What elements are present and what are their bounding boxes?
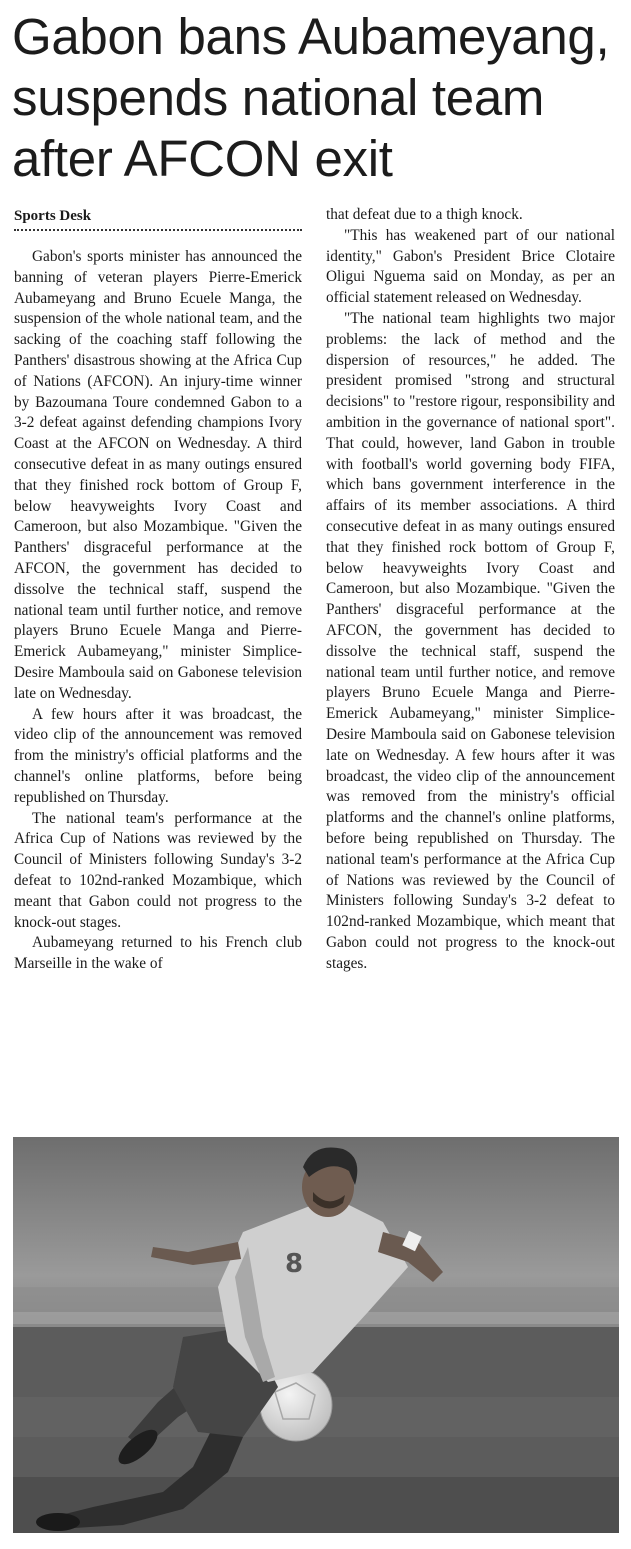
jersey-number: 8 bbox=[285, 1249, 304, 1279]
paragraph: The national team's performance at the Africa Cup of Nations was reviewed by the Council of Ministers following Sunday's 3-2 defeat to 102nd-ranked Mozambique, which meant that Gabon could not progress to the knock-out stages. bbox=[14, 809, 302, 931]
article-column-right bbox=[326, 205, 615, 974]
byline: Sports Desk bbox=[14, 207, 302, 231]
article-column-left bbox=[14, 247, 302, 975]
paragraph-continued: that defeat due to a thigh knock. bbox=[326, 206, 523, 223]
paragraph: A few hours after it was broadcast, the video clip of the announcement was removed from the ministry's official platforms and the channel's online platforms, before being republished on Thursday. bbox=[14, 705, 302, 806]
paragraph: "The national team highlights two major problems: the lack of method and the dispersion of resources," he added. The president promised "strong and structural decisions" to "restore rigour, responsibility and ambition in the governance of national sport". That could, however, land Gabon in trouble with football's world governing body FIFA, which bans government interference in the affairs of its member associations. A third consecutive defeat in as many outings ensured that they finished rock bottom of Group F, below heavyweights Ivory Coast and Cameroon, but also Mozambique. "Given the Panthers' disgraceful performance at the AFCON, the government has decided to dissolve the technical staff, suspend the national team until further notice, and remove players Bruno Ecuele Manga and Pierre-Emerick Aubameyang," minister Simplice-Desire Mamboula said on Gabonese television late on Wednesday. A few hours after it was broadcast, the video clip of the announcement was removed from the ministry's official platforms and the channel's online platforms, before being republished on Thursday. The national team's performance at the Africa Cup of Nations was reviewed by the Council of Ministers following Sunday's 3-2 defeat to 102nd-ranked Mozambique, which meant that Gabon could not progress to the knock-out stages. bbox=[326, 309, 615, 972]
paragraph: Aubameyang returned to his French club Marseille in the wake of bbox=[14, 934, 302, 973]
photo-footballer bbox=[13, 1137, 619, 1533]
headline: Gabon bans Aubameyang, suspends national team after AFCON exit bbox=[12, 8, 610, 187]
paragraph: Gabon's sports minister has announced the banning of veteran players Pierre-Emerick Aubameyang and Bruno Ecuele Manga, the suspension of the whole national team, and the sacking of the coaching staff following the Panthers' disastrous showing at the Africa Cup of Nations (AFCON). An injury-time winner by Bazoumana Toure condemned Gabon to a 3-2 defeat against defending champions Ivory Coast at the AFCON on Wednesday. A third consecutive defeat in as many outings ensured that they finished rock bottom of Group F, below heavyweights Ivory Coast and Cameroon, but also Mozambique. "Given the Panthers' disgraceful performance at the AFCON, the government has decided to dissolve the technical staff, suspend the national team until further notice, and remove players Bruno Ecuele Manga and Pierre-Emerick Aubameyang," minister Simplice-Desire Mamboula said on Gabonese television late on Wednesday. bbox=[14, 248, 302, 702]
paragraph: "This has weakened part of our national identity," Gabon's President Brice Clotaire Oligui Nguema said on Monday, as per an official statement released on Wednesday. bbox=[326, 226, 615, 307]
